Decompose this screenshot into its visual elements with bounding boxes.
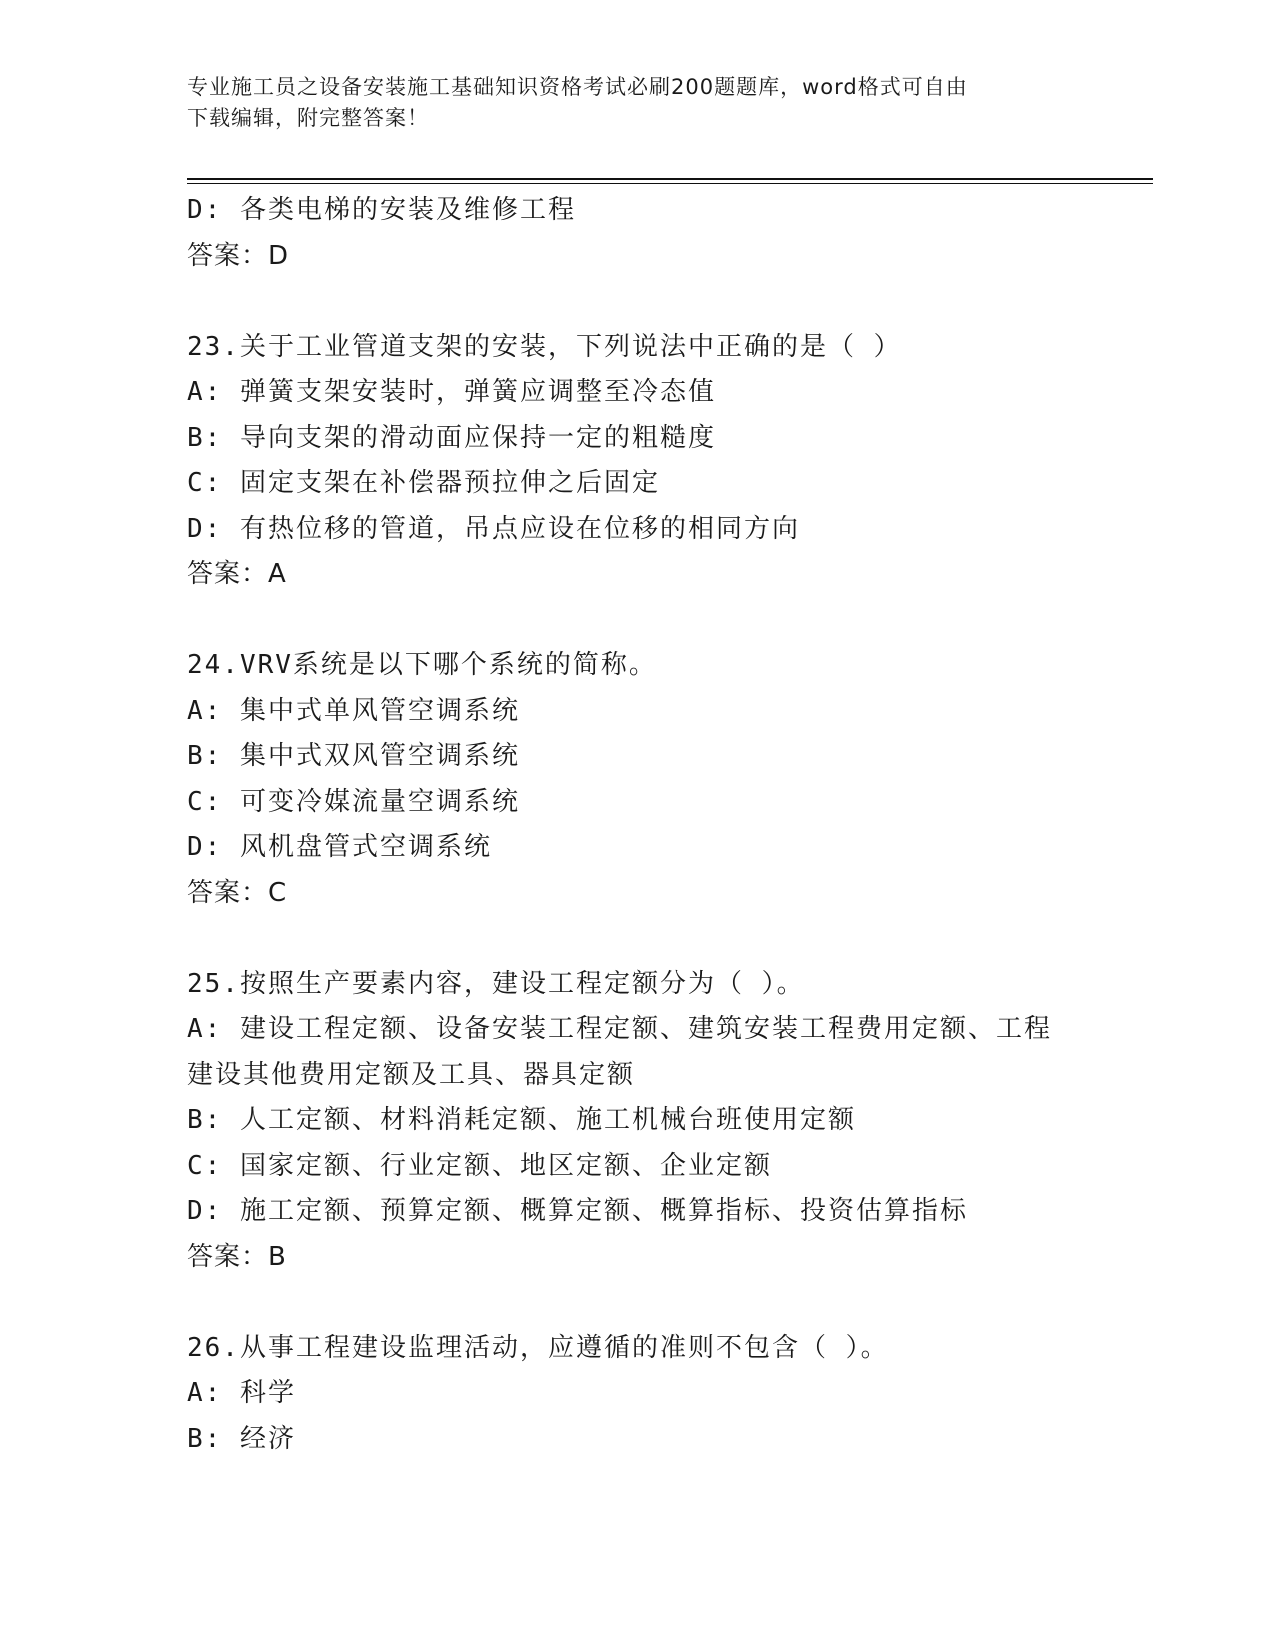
option-b: B: 集中式双风管空调系统 [187, 741, 520, 771]
option-d: D: 有热位移的管道，吊点应设在位移的相同方向 [187, 513, 800, 544]
header-rule-thin [187, 183, 1153, 184]
question-block-24 [187, 643, 1087, 916]
question-block-prev [187, 188, 1087, 279]
question-content [187, 188, 1087, 1462]
header-line-1: 专业施工员之设备安装施工基础知识资格考试必刷200题题库，word格式可自由 [187, 75, 968, 99]
block-spacer [187, 279, 1087, 325]
block-spacer [187, 598, 1087, 644]
option-d: D: 施工定额、预算定额、概算定额、概算指标、投资估算指标 [187, 1196, 968, 1226]
option-a: A: 集中式单风管空调系统 [187, 695, 520, 726]
option-b: B: 导向支架的滑动面应保持一定的粗糙度 [187, 422, 716, 453]
question-block-26 [187, 1326, 1087, 1463]
answer-line: 答案：D [187, 240, 290, 271]
header-rule-thick [187, 178, 1153, 180]
block-spacer [187, 916, 1087, 962]
option-c: C: 可变冷媒流量空调系统 [187, 786, 520, 817]
option-b: B: 人工定额、材料消耗定额、施工机械台班使用定额 [187, 1105, 856, 1135]
option-c: C: 国家定额、行业定额、地区定额、企业定额 [187, 1150, 772, 1181]
answer-line: 答案：A [187, 559, 287, 589]
question-block-25 [187, 962, 1087, 1281]
question-block-23 [187, 325, 1087, 598]
option-a-line-2: 建设其他费用定额及工具、器具定额 [187, 1059, 636, 1090]
document-header [187, 72, 1087, 134]
option-c: C: 固定支架在补偿器预拉伸之后固定 [187, 468, 660, 498]
question-stem: 24.VRV系统是以下哪个系统的简称。 [187, 650, 657, 680]
option-d: D: 各类电梯的安装及维修工程 [187, 195, 576, 225]
header-line-2: 下载编辑，附完整答案！ [187, 106, 429, 130]
option-a: A: 弹簧支架安装时，弹簧应调整至冷态值 [187, 377, 716, 407]
answer-line: 答案：C [187, 877, 288, 908]
option-a-line-1: A: 建设工程定额、设备安装工程定额、建筑安装工程费用定额、工程 [187, 1014, 1052, 1044]
answer-line: 答案：B [187, 1241, 287, 1272]
question-stem: 25.按照生产要素内容，建设工程定额分为（ ）。 [187, 968, 805, 999]
block-spacer [187, 1280, 1087, 1326]
option-d: D: 风机盘管式空调系统 [187, 832, 492, 862]
question-stem: 26.从事工程建设监理活动，应遵循的准则不包含（ ）。 [187, 1332, 889, 1363]
question-stem: 23.关于工业管道支架的安装，下列说法中正确的是（ ） [187, 331, 902, 362]
option-a: A: 科学 [187, 1378, 296, 1408]
option-b: B: 经济 [187, 1423, 296, 1454]
